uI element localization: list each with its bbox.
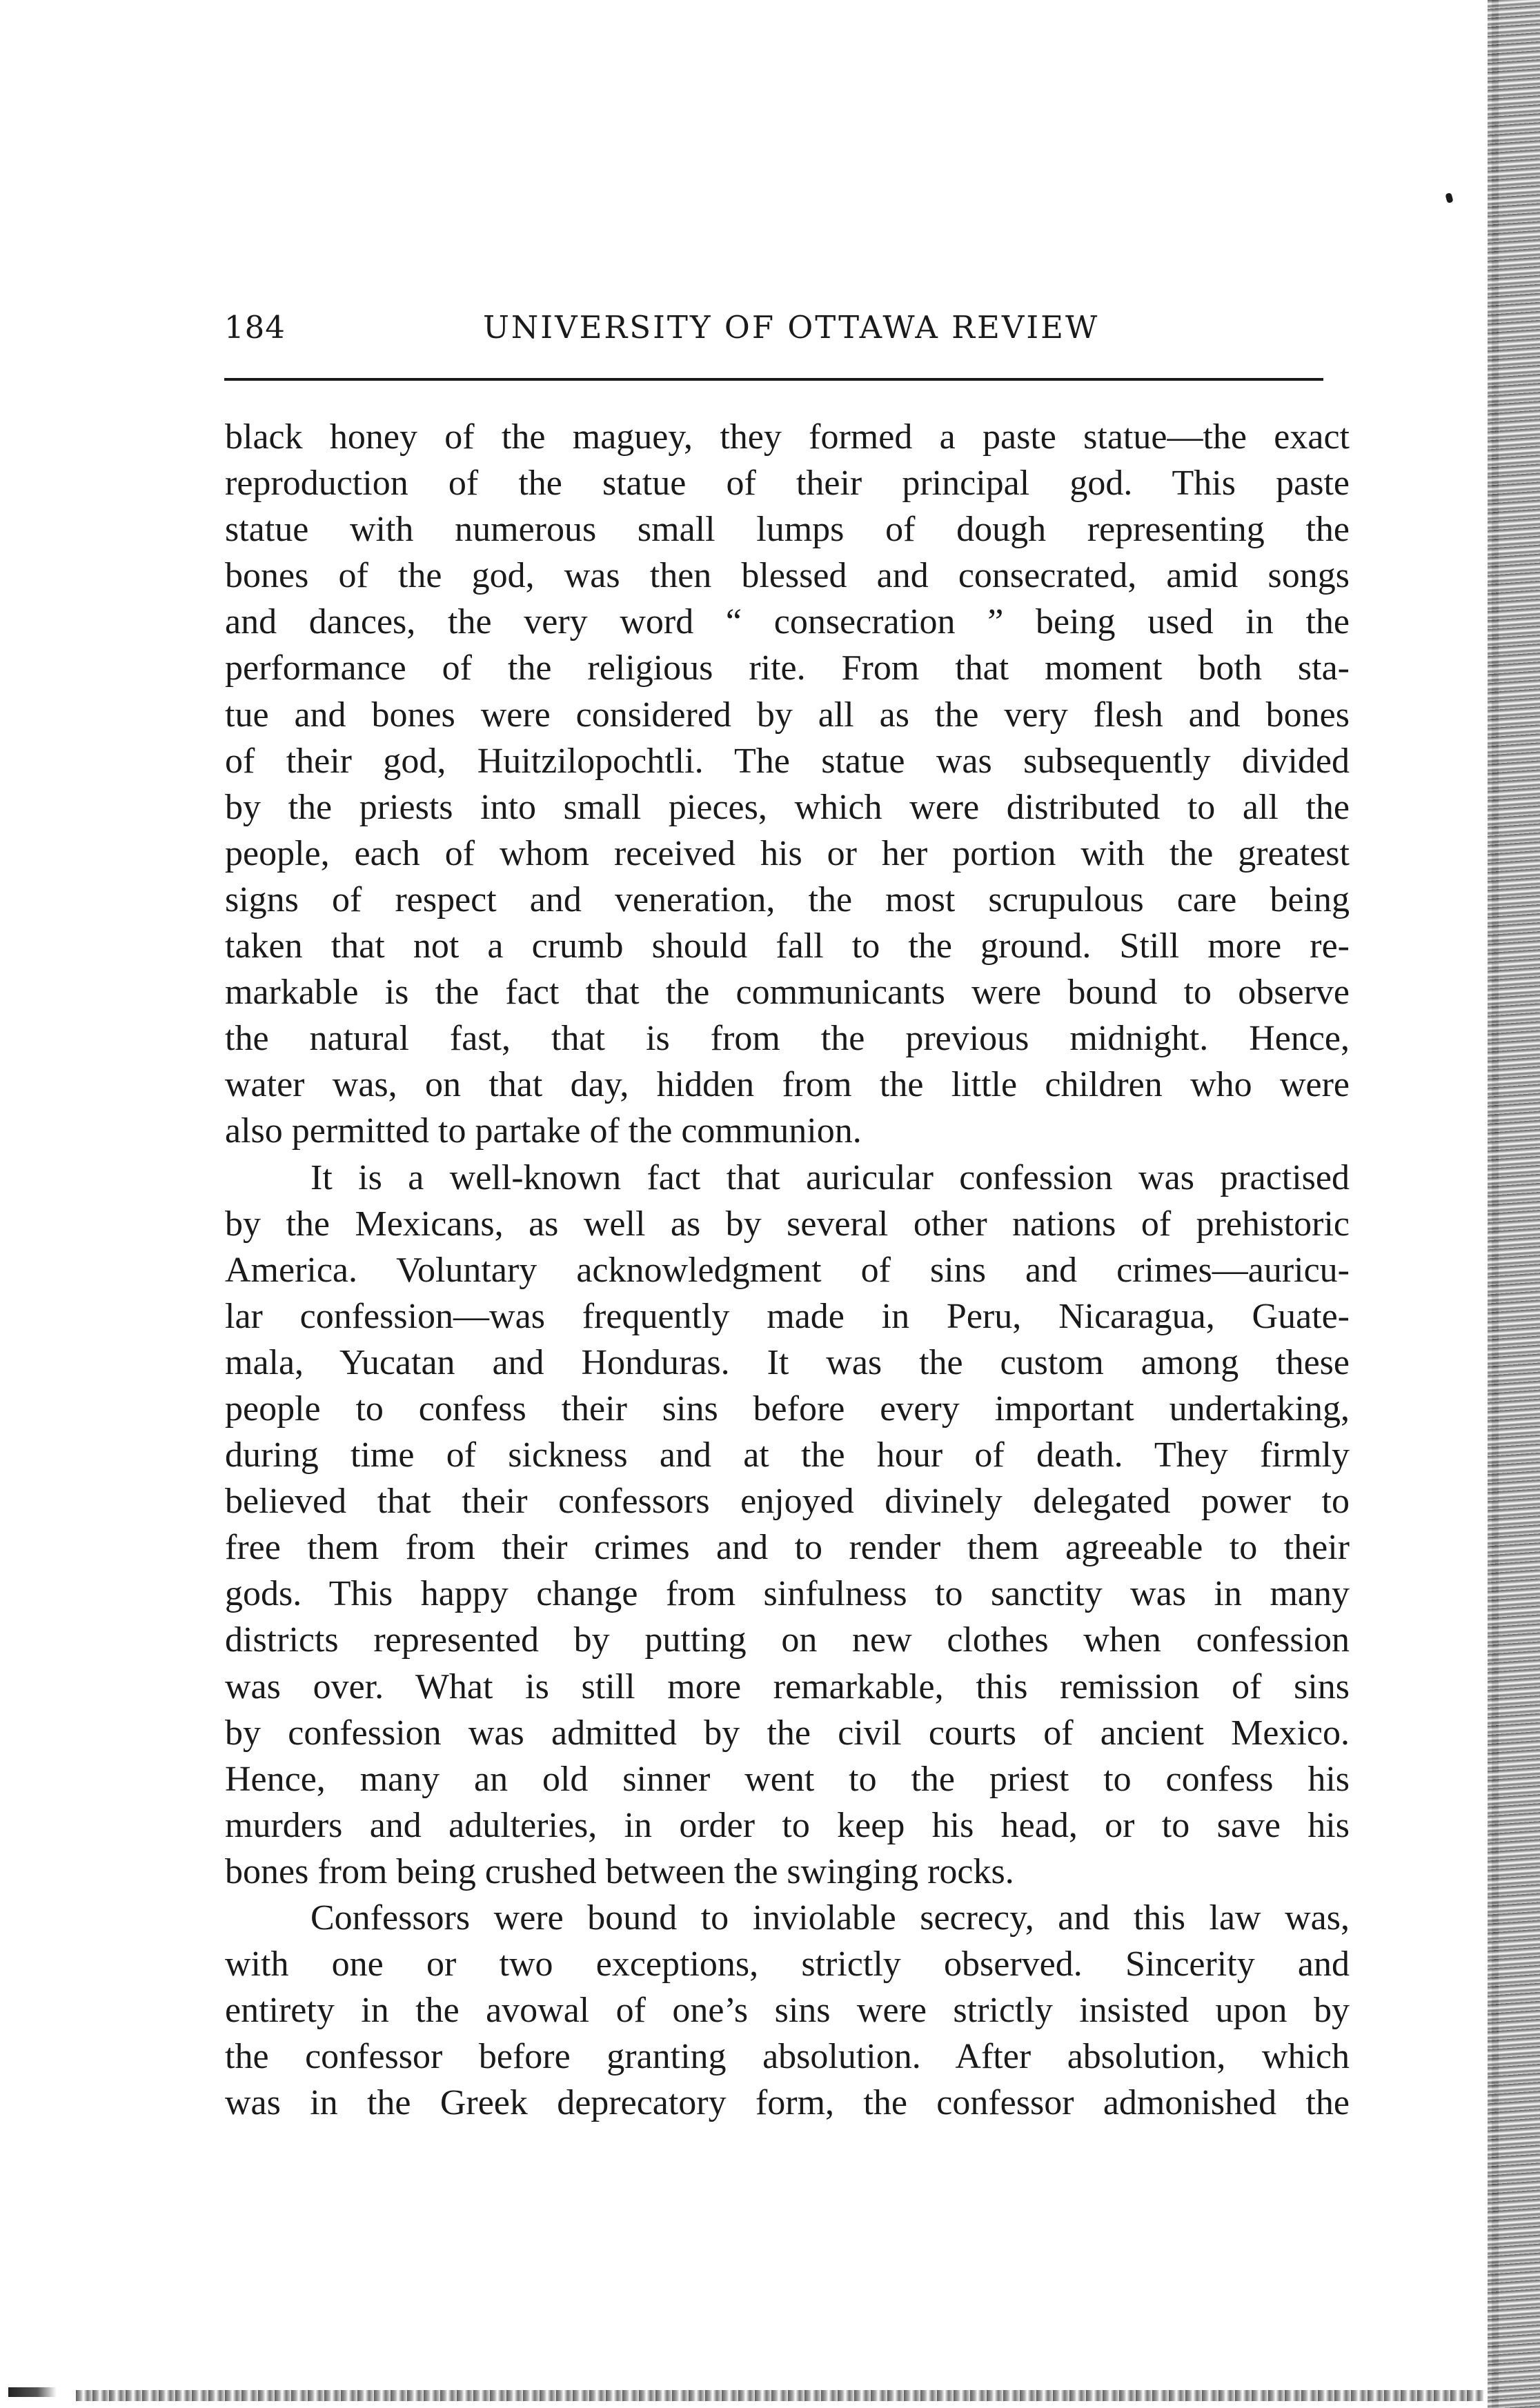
text-line: by the Mexicans, as well as by several other nations of prehistoric (225, 1204, 1350, 1244)
text-line: tue and bones were considered by all as the very flesh and bones (225, 695, 1350, 735)
scan-artifact (8, 2387, 57, 2397)
scan-artifact (76, 2390, 1483, 2401)
body-text (225, 414, 1350, 2126)
text-line: black honey of the maguey, they formed a paste statue—the exact (225, 417, 1350, 457)
text-line: gods. This happy change from sinfulness to sanctity was in many (225, 1574, 1350, 1614)
page-number: 184 (224, 309, 286, 346)
text-line: believed that their confessors enjoyed divinely delegated power to (225, 1482, 1350, 1522)
text-line: America. Voluntary acknowledgment of sins and crimes—auricu- (225, 1250, 1350, 1290)
page-header (224, 309, 1323, 353)
running-title: UNIVERSITY OF OTTAWA REVIEW (483, 309, 1100, 346)
text-line: people to confess their sins before every important undertaking, (225, 1389, 1350, 1429)
text-line: mala, Yucatan and Honduras. It was the custom among these (225, 1342, 1350, 1382)
text-line: with one or two exceptions, strictly observed. Sincerity and (225, 1944, 1350, 1984)
text-line: markable is the fact that the communicants were bound to observe (225, 973, 1350, 1013)
text-line: It is a well-known fact that auricular confession was practised (310, 1157, 1350, 1197)
text-line: free them from their crimes and to render them agreeable to their (225, 1528, 1350, 1568)
text-line: bones of the god, was then blessed and consecrated, amid songs (225, 556, 1350, 596)
text-line: signs of respect and veneration, the most scrupulous care being (225, 879, 1350, 919)
text-line: Confessors were bound to inviolable secrecy, and this law was, (310, 1898, 1350, 1938)
paragraph-3 (225, 1895, 1350, 2126)
text-line: districts represented by putting on new clothes when confession (225, 1620, 1350, 1660)
text-line: during time of sickness and at the hour of death. They firmly (225, 1435, 1350, 1475)
text-line: the natural fast, that is from the previous midnight. Hence, (225, 1019, 1350, 1059)
text-line: was in the Greek deprecatory form, the confessor admonished the (225, 2083, 1350, 2123)
text-line: Hence, many an old sinner went to the priest to confess his (225, 1759, 1350, 1799)
text-line: by the priests into small pieces, which were distributed to all the (225, 787, 1350, 827)
text-line: taken that not a crumb should fall to the ground. Still more re- (225, 926, 1350, 966)
text-line: entirety in the avowal of one’s sins were strictly insisted upon by (225, 1991, 1350, 2031)
text-line: bones from being crushed between the swinging rocks. (225, 1851, 1014, 1891)
text-line: and dances, the very word “ consecration ” being used in the (225, 602, 1350, 642)
text-line: by confession was admitted by the civil courts of ancient Mexico. (225, 1713, 1350, 1753)
paragraph-2 (225, 1155, 1350, 1895)
page-binding-edge (1488, 0, 1540, 2408)
header-rule (224, 378, 1323, 381)
text-line: of their god, Huitzilopochtli. The statue was subsequently divided (225, 741, 1350, 781)
text-line: also permitted to partake of the communion. (225, 1111, 862, 1151)
bottom-scan-edge (0, 2385, 1540, 2408)
text-line: statue with numerous small lumps of dough representing the (225, 510, 1350, 550)
text-line: performance of the religious rite. From that moment both sta- (225, 648, 1350, 688)
stray-ink-mark (1445, 192, 1453, 203)
text-line: murders and adulteries, in order to keep his head, or to save his (225, 1805, 1350, 1845)
text-line: reproduction of the statue of their principal god. This paste (225, 464, 1350, 504)
text-line: water was, on that day, hidden from the little children who were (225, 1065, 1350, 1105)
text-line: people, each of whom received his or her portion with the greatest (225, 833, 1350, 873)
text-line: the confessor before granting absolution. After absolution, which (225, 2037, 1350, 2077)
text-line: was over. What is still more remarkable, this remission of sins (225, 1666, 1350, 1707)
paragraph-1 (225, 414, 1350, 1155)
text-line: lar confession—was frequently made in Peru, Nicaragua, Guate- (225, 1296, 1350, 1336)
